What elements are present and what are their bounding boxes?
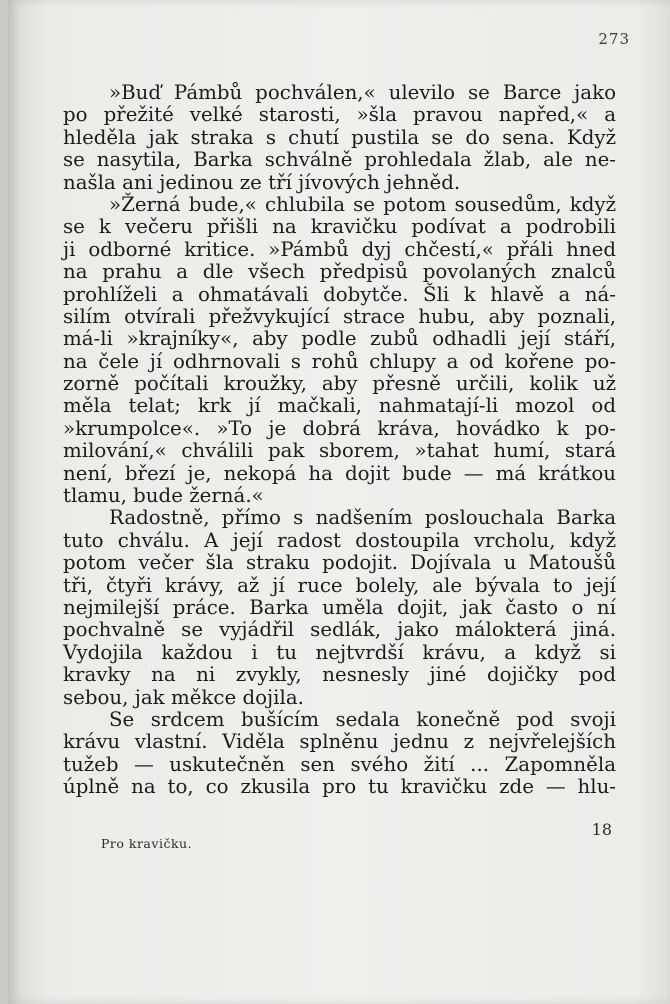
text-line: »Žerná bude,« chlubila se potom sousedům, když — [109, 192, 616, 216]
text-line: ji odborné kritice. »Pámbů dyj chčestí,« přáli hned — [63, 237, 616, 261]
text-line: Vydojila každou i tu nejtvrdší krávu, a když si — [63, 640, 616, 664]
text-line: silím otvírali přežvykující strace hubu, aby poznali, — [63, 304, 616, 328]
book-page — [8, 0, 670, 1004]
text-line: prohlíželi a ohmatávali dobytče. Šli k hlavě a ná- — [63, 282, 616, 306]
text-line: zorně počítali kroužky, aby přesně určili, kolik už — [63, 372, 616, 396]
text-line: tužeb — uskutečněn sen svého žití ... Zapomněla — [63, 752, 616, 776]
page-number: 273 — [598, 30, 630, 48]
signature-number: 18 — [591, 820, 612, 839]
text-line: tuto chválu. A její radost dostoupila vrcholu, když — [63, 528, 616, 552]
text-line: není, březí je, nekopá ha dojit bude — má krátkou — [63, 461, 616, 485]
text-line: Se srdcem bušícím sedala konečně pod svoji — [109, 707, 616, 731]
text-line: měla telat; krk jí mačkali, nahmatají-li mozol od — [63, 394, 616, 418]
text-line: má-li »krajníky«, aby podle zubů odhadli její stáří, — [63, 327, 616, 351]
text-line: milování,« chválili pak sborem, »tahat humí, stará — [63, 439, 616, 463]
text-line: pochvalně se vyjádřil sedlák, jako málokterá jiná. — [63, 618, 616, 642]
text-line: nejmilejší práce. Barka uměla dojit, jak často o ní — [63, 595, 616, 619]
text-line: tlamu, bude žerná.« — [63, 484, 264, 508]
text-line: po přežité velké starosti, »šla pravou napřed,« a — [63, 103, 616, 127]
running-footer-title: Pro kravičku. — [101, 836, 193, 851]
text-line: na prahu a dle všech předpisů povolaných znalců — [63, 260, 616, 284]
text-line: »krumpolce«. »To je dobrá kráva, hovádko k po- — [63, 416, 616, 440]
text-line: »Buď Pámbů pochválen,« ulevilo se Barce jako — [109, 81, 616, 104]
text-line: našla ani jedinou ze tří jívových jehněd. — [63, 170, 461, 194]
text-line: na čele jí odhrnovali s rohů chlupy a od kořene po- — [63, 349, 616, 373]
text-line: krávu vlastní. Viděla splněnu jednu z nejvřelejších — [63, 730, 616, 754]
text-line: se nasytila, Barka schválně prohledala žlab, ale ne- — [63, 148, 616, 172]
body-text — [63, 82, 616, 799]
text-line: tři, čtyři krávy, až jí ruce bolely, ale bývala to její — [63, 573, 616, 597]
text-line: potom večer šla straku podojit. Dojívala u Matoušů — [63, 551, 616, 575]
text-line: se k večeru přišli na kravičku podívat a podrobili — [63, 215, 616, 239]
text-line: kravky na ni zvykly, nesnesly jiné dojičky pod — [63, 663, 616, 687]
text-line: Radostně, přímo s nadšením poslouchala Barka — [109, 506, 616, 530]
text-line: sebou, jak měkce dojila. — [63, 685, 304, 709]
text-line: hleděla jak straka s chutí pustila se do sena. Když — [63, 125, 616, 149]
text-line: úplně na to, co zkusila pro tu kravičku zde — hlu- — [63, 775, 616, 799]
